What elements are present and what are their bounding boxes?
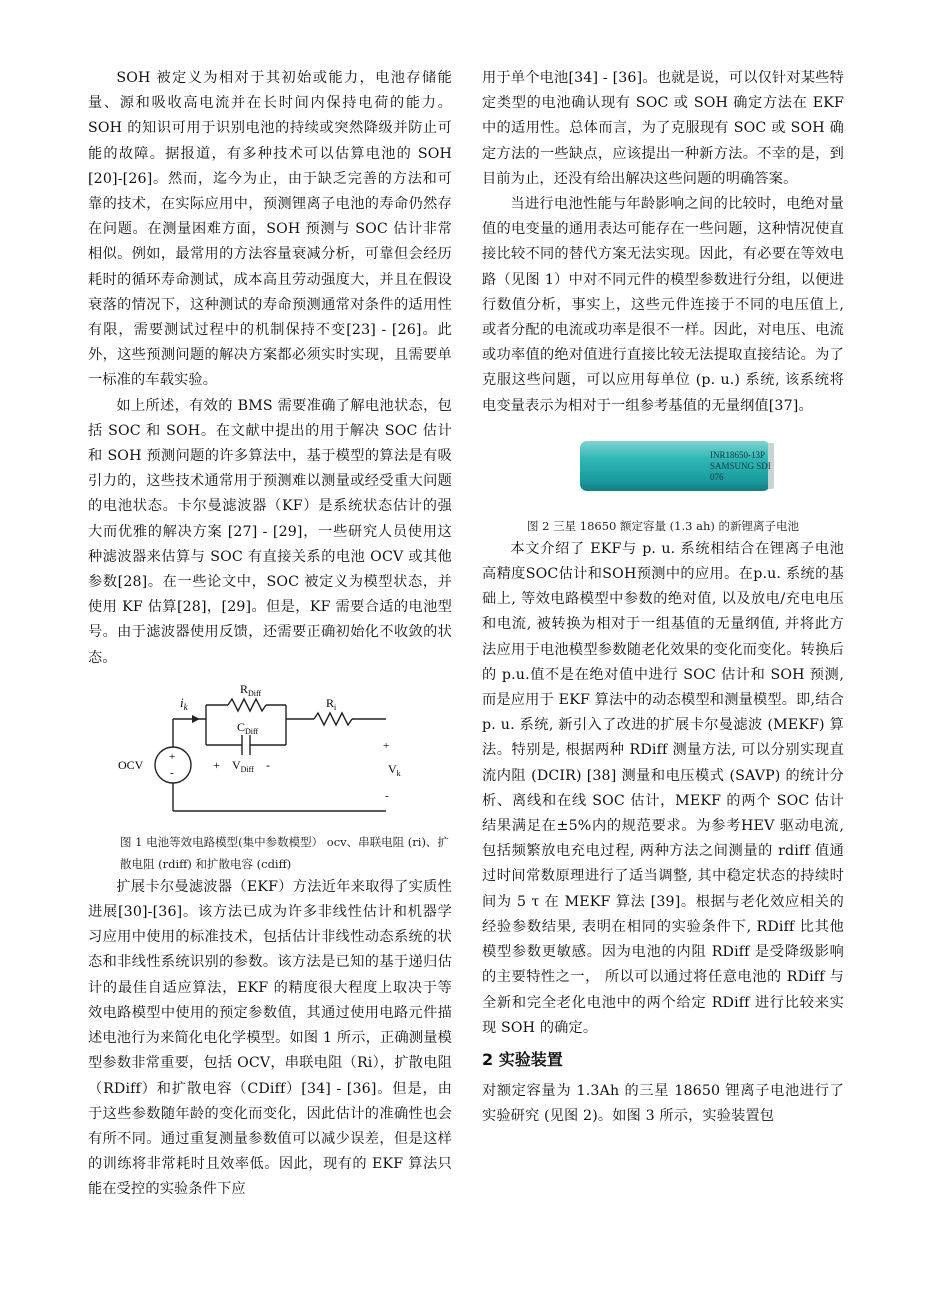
battery-label-code: 076 [710,471,724,482]
c-diff-label: $C_{Diff}$ [237,719,259,736]
terminal-minus: - [385,789,389,802]
paragraph-experimental-setup: 对额定容量为 1.3Ah 的三星 18650 锂离子电池进行了实验研究 (见图 2)。如图 3 所示，实验装置包 [482,1082,844,1125]
terminal-plus: + [383,739,390,752]
equivalent-circuit-diagram [88,677,452,827]
figure-2-caption: 图 2 三星 18650 额定容量 (1.3 ah) 的新锂离子电池 [526,518,799,533]
r-diff-label: $R_{Diff}$ [240,681,262,698]
r-i-label: $R_i$ [326,695,337,712]
paragraph-ekf-progress: 扩展卡尔曼滤波器（EKF）方法近年来取得了实质性进展[30]-[36]。该方法已成为许多非线性估计和机器学习应用中使用的标准技术，包括估计非线性动态系统的状态和非线性系统识别的参数。该方法是已知的基于递归估计的最佳自适应算法，EKF 的精度很大程度上取决于等效电路模型中使用的预定参数值，其通过使用电路元件描述电池行为来简化电化学模型。如图 1 所示，正确测量模型参数非常重要，包括 OCV，串联电阻（Ri），扩散电阻（RDiff）和扩散电容（CDiff）[34] - [36]。但是，由于这些参数随年龄的变化而变化，因此估计的准确性也会有所不同。通过重复测量参数值可以减少误差，但是这样的训练将非常耗时且效率低。因此，现有的 EKF 算法只能在受控的实验条件下应 [88,878,452,1198]
figure-1-caption: 图 1 电池等效电路模型(集中参数模型） ocv、串联电阻 (ri)、扩散电阻 (rdiff) 和扩散电容 (cdiff) [120,834,449,871]
figure-2-battery [482,425,844,537]
paragraph-soh-definition: SOH 被定义为相对于其初始或能力，电池存储能量、源和吸收高电流并在长时间内保持电荷的能力。 SOH 的知识可用于识别电池的持续或突然降级并防止可能的故障。据报道，有多种技术可以估算电池的 SOH [20]-[26]。然而，迄今为止，由于缺乏完善的方法和可靠的技术，在实际应用中，预测锂离子电池的寿命仍然存在问题。在测量困难方面，SOH 预测与 SOC 估计非常相似。例如，最常用的方法容量衰减分析，可靠但会经历耗时的循环寿命测试，成本高且劳动强度大，并且在假设衰落的情况下，这种测试的寿命预测通常对条件的适用性有限，需要测试过程中的机制保持不变[23] - [26]。此外，这些预测问题的解决方案都必须实时实现，且需要单一标准的车载实验。 [88,70,452,389]
source-plus: + [169,750,176,763]
left-column [88,66,452,1203]
paragraph-paper-contribution: 本文介绍了 EKF与 p. u. 系统相结合在锂离子电池高精度SOC估计和SOH预测中的应用。在p.u. 系统的基础上, 等效电路模型中参数的绝对值, 以及放电/充电电压和电流, 被转换为相对于一组基值的无量纲值, 并将此方法应用于电池模型参数随老化效果的变化而变化。转换后的 p.u.值不是在绝对值中进行 SOC 估计和 SOH 预测, 而是应用于 EKF 算法中的动态模型和测量模型。即,结合 p. u. 系统, 新引入了改进的扩展卡尔曼滤波 (MEKF) 算法。特别是, 根据两种 RDiff 测量方法, 可以分别实现直流内阻 (DCIR) [38] 测量和电压模式 (SAVP) 的统计分析、离线和在线 SOC 估计，MEKF 的两个 SOC 估计结果满足在±5%内的规范要求。为参考HEV 驱动电流, 包括频繁放电充电过程, 两种方法之间测量的 rdiff 值通过时间常数原理进行了适当调整, 其中稳定状态的持续时间为 5 τ 在 MEKF 算法 [39]。根据与老化效应相关的经验参数结果, 表明在相同的实验条件下, RDiff 比其他模型参数更敏感。因为电池的内阻 RDiff 是受降级影响的主要特性之一， 所以可以通过将任意电池的 RDiff 与全新和完全老化电池中的两个给定 RDiff 进行比较来实现 SOH 的确定。 [482,540,844,1036]
paragraph-continuation: 用于单个电池[34] - [36]。也就是说，可以仅针对某些特定类型的电池确认现有 SOC 或 SOH 确定方法在 EKF 中的适用性。总体而言，为了克服现有 SOC 或 SOH 确定方法的一些缺点，应该提出一种新方法。不幸的是，到目前为止，还没有给出解决这些问题的明确答案。 [482,70,844,187]
source-minus: - [170,766,174,779]
battery-photo [482,425,844,511]
paragraph-bms-algorithms: 如上所述，有效的 BMS 需要准确了解电池状态，包括 SOC 和 SOH。在文献中提出的用于解决 SOC 估计和 SOH 预测问题的许多算法中，基于模型的算法是有吸引力的，这些技术通常用于预测难以测量或经受重大问题的电池状态。卡尔曼滤波器（KF）是系统状态估计的强大而优雅的解决方案 [27] - [29]，一些研究人员使用这种滤波器来估算与 SOC 有直接关系的电池 OCV 或其他参数[28]。在一些论文中，SOC 被定义为模型状态，并使用 KF 估算[28]，[29]。但是，KF 需要合适的电池型号。由于滤波器使用反馈，还需要正确初始化不收敛的状态。 [88,397,452,666]
current-label: $i_k$ [180,694,188,712]
v-diff-plus: + [213,757,220,772]
v-k-label: $V_k$ [388,761,401,778]
v-diff-minus: - [266,757,270,772]
figure-1-circuit [88,677,452,875]
section-heading-experimental-setup: 2 实验装置 [482,1049,563,1069]
current-arrow-icon [192,715,200,723]
paragraph-per-unit-system: 当进行电池性能与年龄影响之间的比较时，电绝对量值的电变量的通用表达可能存在一些问题，这种情况使直接比较不同的替代方案无法实现。因此，有必要在等效电路（见图 1）中对不同元件的模型参数进行分组，以便进行数值分析，事实上，这些元件连接于不同的电压值上, 或者分配的电流或功率是很不一样。因此，对电压、电流或功率值的绝对值进行直接比较无法提取直接结论。为了克服这些问题，可以应用每单位 (p. u.) 系统, 该系统将电变量表示为相对于一组参考基值的无量纲值[37]。 [482,196,844,414]
v-diff-label: $V_{Diff}$ [232,757,254,774]
battery-label-brand: SAMSUNG SDI [710,460,771,471]
ocv-label: OCV [118,757,144,772]
battery-label-model: INR18650-13P [710,449,766,460]
right-column [482,66,844,1129]
